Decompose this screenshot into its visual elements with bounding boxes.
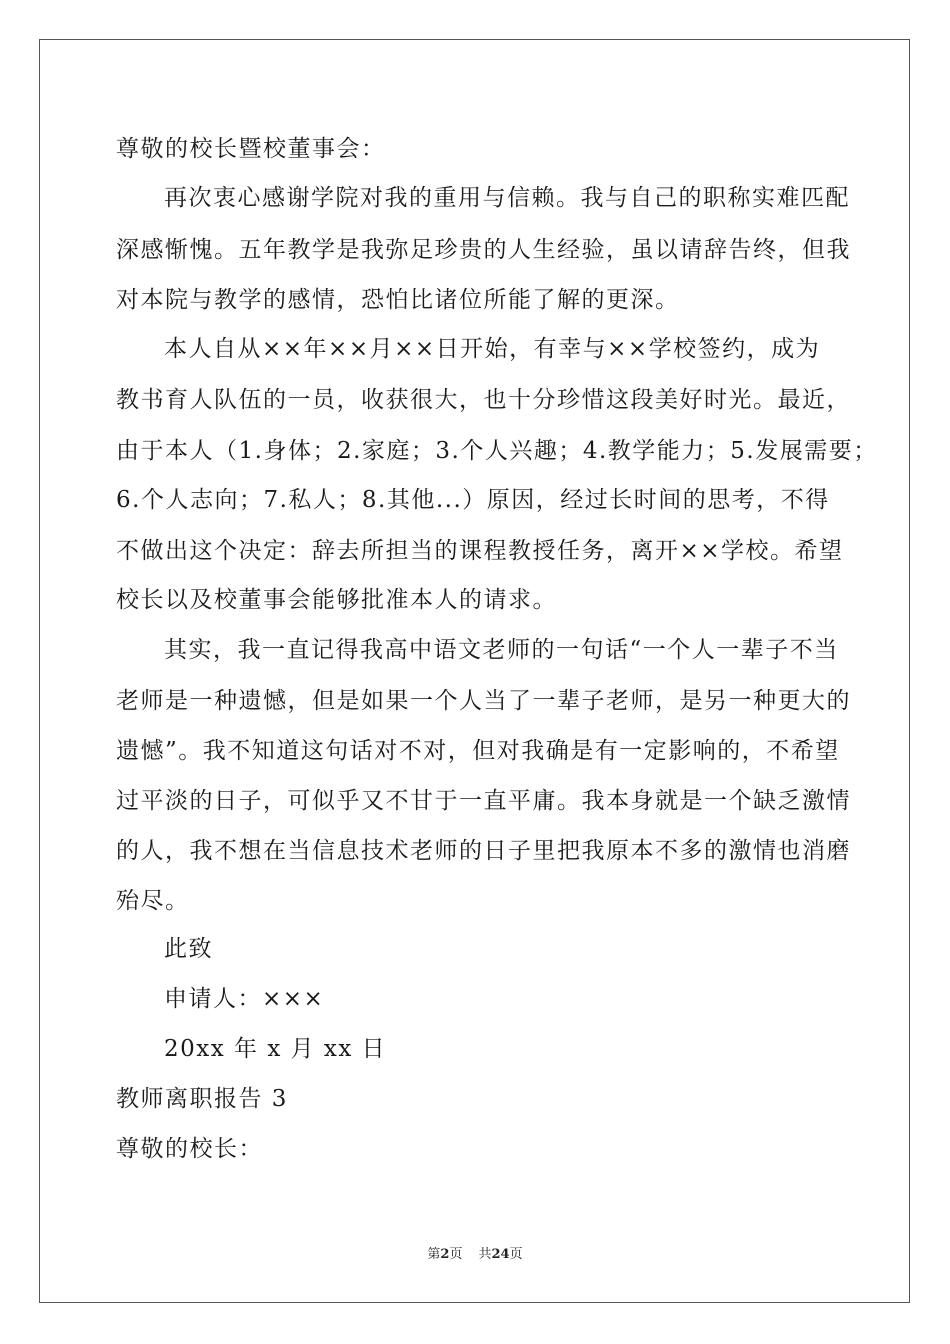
- paragraph-line: 殆尽。: [116, 888, 190, 914]
- section-salutation: 尊敬的校长：: [116, 1136, 263, 1162]
- paragraph-line: 本人自从××年××月××日开始，有幸与××学校签约，成为: [164, 336, 821, 362]
- footer-page-prefix: 第: [427, 1247, 441, 1262]
- footer-total-pages: 24: [491, 1247, 510, 1262]
- letter-applicant: 申请人：×××: [164, 986, 325, 1012]
- paragraph-line: 再次衷心感谢学院对我的重用与信赖。我与自己的职称实难匹配: [164, 185, 850, 211]
- footer-total-prefix: 共: [478, 1247, 492, 1262]
- paragraph-line: 对本院与教学的感情，恐怕比诸位所能了解的更深。: [116, 287, 680, 313]
- paragraph-line: 教书育人队伍的一员，收获很大，也十分珍惜这段美好时光。最近，: [116, 387, 851, 413]
- paragraph-line: 校长以及校董事会能够批准本人的请求。: [116, 587, 557, 613]
- paragraph-line: 由于本人（1.身体；2.家庭；3.个人兴趣；4.教学能力；5.发展需要；: [116, 438, 878, 464]
- letter-date: 20xx 年 x 月 xx 日: [164, 1036, 387, 1062]
- page-footer: [0, 1247, 950, 1263]
- paragraph-line: 老师是一种遗憾，但是如果一个人当了一辈子老师，是另一种更大的: [116, 688, 851, 714]
- footer-total-suffix: 页: [509, 1247, 523, 1262]
- letter-closing: 此致: [164, 936, 213, 962]
- paragraph-line: 其实，我一直记得我高中语文老师的一句话“一个人一辈子不当: [164, 637, 839, 663]
- paragraph-line: 深感惭愧。五年教学是我弥足珍贵的人生经验，虽以请辞告终，但我: [116, 237, 851, 263]
- paragraph-line: 的人，我不想在当信息技术老师的日子里把我原本不多的激情也消磨: [116, 838, 851, 864]
- footer-page-number: 2: [440, 1247, 450, 1262]
- paragraph-line: 过平淡的日子，可似乎又不甘于一直平庸。我本身就是一个缺乏激情: [116, 788, 851, 814]
- section-title: 教师离职报告 3: [116, 1086, 288, 1112]
- paragraph-line: 6.个人志向；7.私人；8.其他...）原因，经过长时间的思考，不得: [116, 487, 830, 513]
- paragraph-line: 不做出这个决定：辞去所担当的课程教授任务，离开××学校。希望: [116, 538, 844, 564]
- footer-page-suffix: 页: [449, 1247, 463, 1262]
- letter-salutation: 尊敬的校长暨校董事会：: [116, 136, 386, 162]
- paragraph-line: 遗憾”。我不知道这句话对不对，但对我确是有一定影响的，不希望: [116, 738, 840, 764]
